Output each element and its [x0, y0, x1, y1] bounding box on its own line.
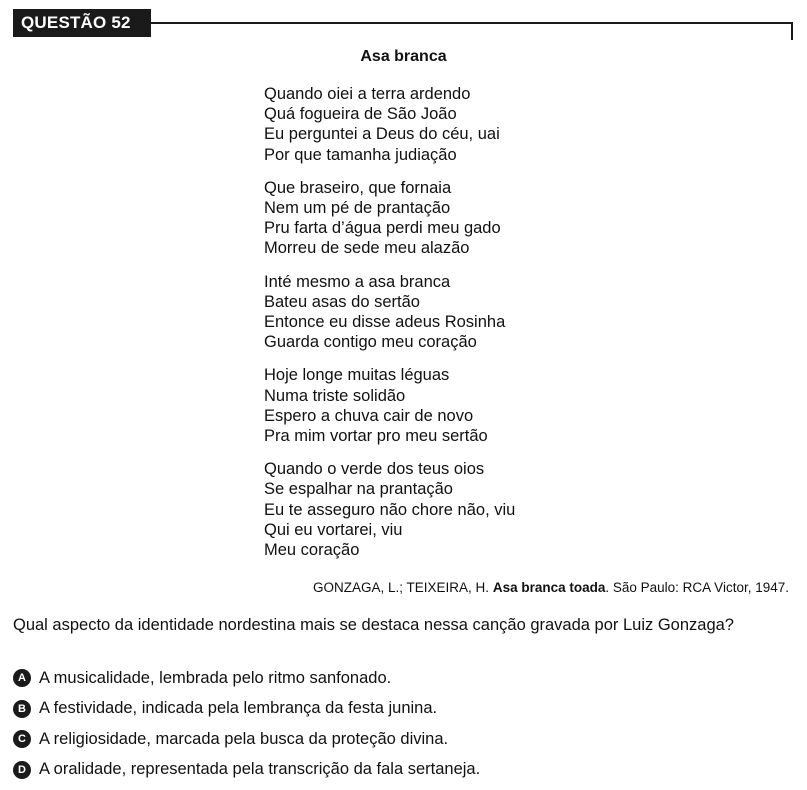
citation-publisher: . São Paulo: RCA Victor, 1947.	[605, 580, 789, 595]
poem-line: Se espalhar na prantação	[264, 480, 453, 499]
poem-stanza	[264, 459, 515, 560]
poem-stanza	[264, 272, 515, 353]
poem-line: Pra mim vortar pro meu sertão	[264, 427, 488, 446]
poem-stanza	[264, 178, 515, 259]
question-number-badge: QUESTÃO 52	[13, 9, 151, 37]
poem-title: Asa branca	[360, 48, 447, 65]
source-citation	[313, 579, 789, 597]
option-b[interactable]	[13, 699, 793, 719]
answer-options	[13, 668, 793, 790]
poem-line: Entonce eu disse adeus Rosinha	[264, 313, 506, 332]
citation-authors: GONZAGA, L.; TEIXEIRA, H.	[313, 580, 490, 595]
poem-line: Que braseiro, que fornaia	[264, 178, 452, 197]
option-letter-badge: B	[13, 700, 31, 718]
poem-line: Quando oiei a terra ardendo	[264, 85, 471, 103]
header-rule	[151, 22, 793, 24]
poem-line: Quando o verde dos teus oios	[264, 460, 485, 479]
poem-stanza	[264, 365, 515, 446]
poem-line: Quá fogueira de São João	[264, 105, 457, 124]
poem-line: Eu te asseguro não chore não, viu	[264, 500, 516, 519]
poem-line: Nem um pé de prantação	[264, 199, 451, 218]
citation-work-title: Asa branca toada	[492, 580, 606, 595]
poem-line: Eu perguntei a Deus do céu, uai	[264, 125, 500, 144]
option-text: A religiosidade, marcada pela busca da proteção divina.	[39, 729, 449, 748]
poem-line: Bateu asas do sertão	[264, 292, 420, 311]
poem-line: Qui eu vortarei, viu	[264, 520, 403, 539]
poem-line: Guarda contigo meu coração	[264, 333, 477, 352]
poem-line: Pru farta d’água perdi meu gado	[264, 219, 501, 238]
poem-stanza	[264, 84, 515, 165]
poem-line: Numa triste solidão	[264, 386, 406, 405]
option-letter-badge: D	[13, 761, 31, 779]
question-prompt: Qual aspecto da identidade nordestina mais se destaca nessa canção gravada por Luiz Gonzaga?	[13, 616, 734, 634]
option-text: A musicalidade, lembrada pelo ritmo sanfonado.	[39, 668, 392, 687]
poem-line: Por que tamanha judiação	[264, 145, 457, 164]
header-rule-end	[791, 22, 793, 40]
option-letter-badge: C	[13, 730, 31, 748]
poem-line: Hoje longe muitas léguas	[264, 366, 450, 385]
option-text: A festividade, indicada pela lembrança da festa junina.	[39, 699, 438, 717]
poem-body	[264, 84, 515, 573]
option-a[interactable]	[13, 668, 793, 688]
question-header	[13, 9, 793, 37]
poem-line: Inté mesmo a asa branca	[264, 272, 451, 291]
option-letter-badge: A	[13, 669, 31, 687]
poem-line: Espero a chuva cair de novo	[264, 406, 474, 425]
poem-line: Meu coração	[264, 541, 360, 560]
option-text: A oralidade, representada pela transcrição da fala sertaneja.	[39, 760, 481, 778]
option-d[interactable]	[13, 760, 793, 780]
poem-line: Morreu de sede meu alazão	[264, 239, 470, 258]
option-c[interactable]	[13, 729, 793, 749]
